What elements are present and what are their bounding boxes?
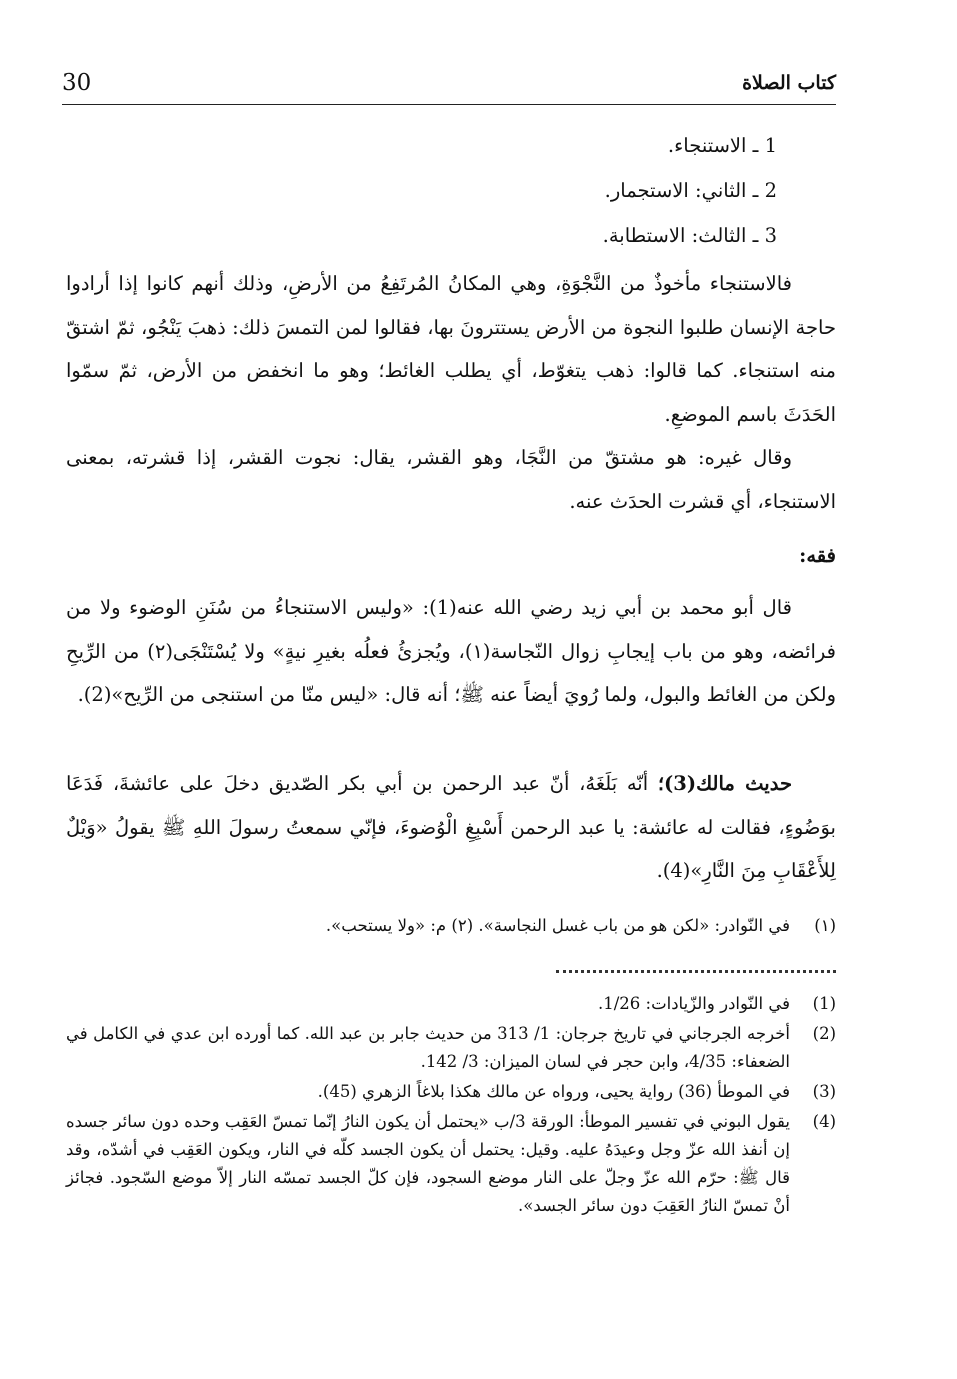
paragraph-3: قال أبو محمد بن أبي زيد رضي الله عنه(1): «وليس الاستنجاءُ من سُنَنِ الوضوء ولا من فرائضه، وهو من باب إيجابِ زوال النّجاسة(١)، ويُجزئُ فعلُه بغيرِ نيةٍ» ولا يُسْتَنْجَى(٢) من الرِّيحِ ولكن من الغائط والبول، ولما رُويَ أيضاً عنه ﷺ؛ أنه قال: «ليس منّا من استنجى من الرِّيح»(2). bbox=[66, 596, 836, 706]
footnote-number: (1) bbox=[812, 994, 836, 1013]
header-divider bbox=[62, 104, 836, 105]
page-number: 30 bbox=[62, 70, 92, 96]
hadith-lead: حديث مالك(3)؛ bbox=[657, 772, 792, 795]
list-item-3: 3 ـ الثالث: الاستطابة. bbox=[602, 224, 777, 247]
paragraph-2: وقال غيره: هو مشتقّ من النَّجَا، وهو القشر، يقال: نجوت القشر، إذا قشرته، بمعنى الاستنجاء، أي قشرت الحدَث عنه. bbox=[66, 446, 836, 513]
editor-footnote-text: في النّوادر: «لكن هو من باب غسل النجاسة». (٢) م: «ولا يستحب». bbox=[325, 916, 790, 935]
hadith-text: أنّه بَلَغَهُ، أنّ عبد الرحمن بن أبي بكر الصّديق دخلَ على عائشةَ، فَدَعَا بوَضُوءٍ، فقالت له عائشة: يا عبد الرحمن أَسْبِغِ الْوُضوءَ، فإنّي سمعتُ رسولَ اللهِ ﷺ يقولُ «وَيْلٌ لِلأَعْقَابِ مِنَ النَّارِ»(4). bbox=[66, 772, 836, 882]
paragraph-fiqh bbox=[66, 586, 836, 717]
list-item-1: 1 ـ الاستنجاء. bbox=[667, 134, 777, 157]
editor-footnote-number: (١) bbox=[814, 916, 836, 935]
footnotes bbox=[66, 990, 836, 1222]
footnote-text: أخرجه الجرجاني في تاريخ جرجان: 1/ 313 من حديث جابر بن عبد الله. كما أورده ابن عدي في الكامل في الضعفاء: 4/35، وابن حجر في لسان الميزان: 3/ 142. bbox=[66, 1024, 790, 1071]
paragraph-4 bbox=[66, 762, 836, 893]
editor-footnote bbox=[66, 916, 836, 937]
page-header bbox=[62, 66, 836, 100]
footnote-text: في النّوادر والزّيادات: 1/26. bbox=[597, 994, 790, 1013]
footnote-text: في الموطأ (36) رواية يحيى، ورواه عن مالك هكذا بلاغاً الزهري (45). bbox=[317, 1082, 790, 1101]
paragraph-hadith bbox=[66, 762, 836, 893]
paragraph-1: فالاستنجاء مأخوذٌ من النَّجْوَةِ، وهي المكانُ المُرتَفِعُ من الأرضِ، وذلك أنهم كانوا إذا أرادوا حاجة الإنسان طلبوا النجوة من الأرض يستترونَ بها، فقالوا لمن التمسَ ذلك: ذهبَ يَنْجُو، ثمّ اشتقّ منه استنجاء. كما قالوا: ذهب يتغوّط، أي يطلب الغائط؛ وهو ما انخفض من الأرض، ثمّ سمّوا الحَدَثَ باسم الموضعِ. bbox=[66, 272, 836, 426]
footnote-item bbox=[66, 1020, 836, 1076]
footnote-separator bbox=[556, 970, 836, 973]
section-heading: فقه: bbox=[799, 544, 836, 567]
footnote-item bbox=[66, 1078, 836, 1106]
footnote-item bbox=[66, 1108, 836, 1220]
footnote-number: (4) bbox=[812, 1112, 836, 1131]
running-title: كتاب الصلاة bbox=[742, 72, 836, 94]
footnote-number: (3) bbox=[812, 1082, 836, 1101]
footnote-text: يقول البوني في تفسير الموطأ: الورقة 3/ب «يحتمل أن يكون النارُ إنّما تمسّ العَقِب وحده دون سائر جسده إن أنفذ الله عزّ وجل وعيدَهُ عليه. وقيل: يحتمل أن يكون الجسد كلّه في النار، ويكون العَقِب في أشدّه، وقد قال ﷺ: حرّم الله عزّ وجلّ على النار موضع السجود، فإن كلّ الجسد تمسّه النار إلاّ موضع السّجود. فجائز أنْ تمسّ النارُ العَقِبَ دون سائر الجسد». bbox=[66, 1112, 790, 1215]
footnote-number: (2) bbox=[812, 1024, 836, 1043]
paragraph-etymology bbox=[66, 262, 836, 523]
list-item-2: 2 ـ الثاني: الاستجمار. bbox=[604, 179, 777, 202]
footnote-item bbox=[66, 990, 836, 1018]
